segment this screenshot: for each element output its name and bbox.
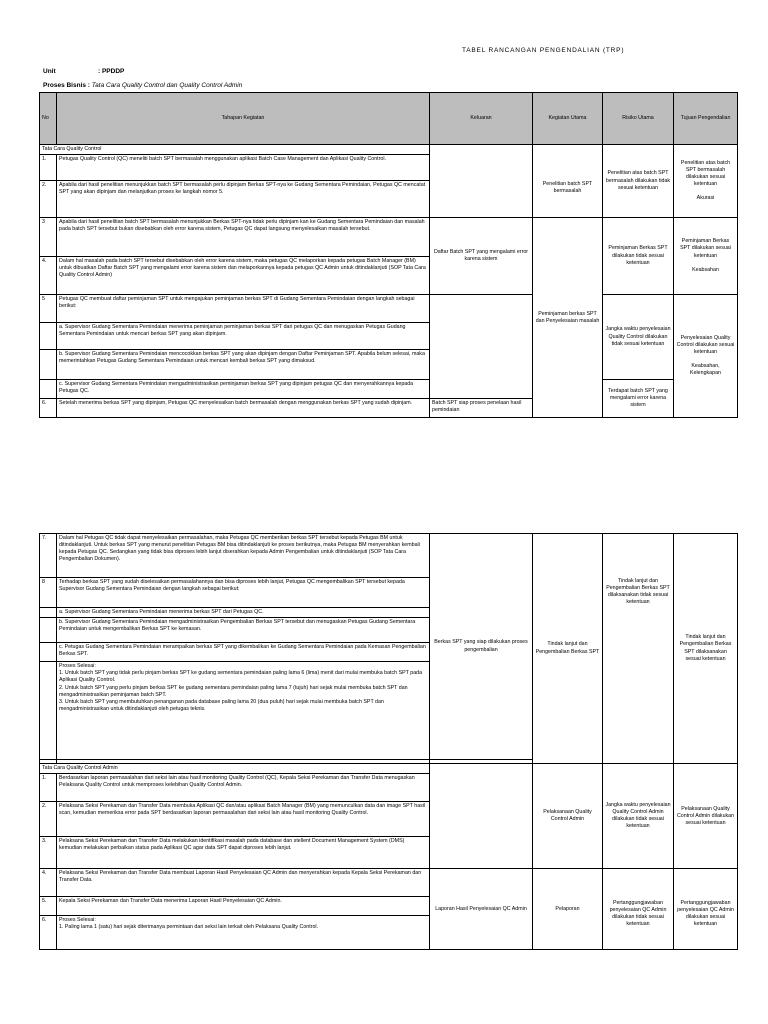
- empty-cell: [40, 618, 57, 643]
- section-title: Tata Cara Quality Control Admin: [40, 764, 430, 774]
- substep-letter: b.: [59, 351, 64, 358]
- risk-cell: [603, 295, 674, 380]
- goal-text: Penelitian atas batch SPT bermasalah dilakukan sesuai ketentuan: [680, 159, 731, 188]
- step-text: Supervisor Gudang Sementara Pemindaian menerima berkas SPT dari Petugas QC.: [64, 609, 264, 615]
- utama-text: Peminjaman berkas SPT dan Penyelesaian masalah: [535, 310, 600, 324]
- empty-cell: [40, 608, 57, 618]
- empty-cell: [430, 764, 533, 869]
- step-text: Supervisor Gudang Sementara Pemindaian mengadministrasikan peminjaman berkas SPT yang dipinjam petugas QC dan menyerahkannya kepada Petugas QC.: [59, 381, 414, 395]
- page-title: TABEL RANCANGAN PENGENDALIAN (TRP): [462, 47, 625, 54]
- goal-cell: [674, 869, 738, 950]
- goal-text: Peminjaman Berkas SPT dilakukan sesuai ketentuan: [680, 238, 731, 259]
- row-number: 7.: [40, 534, 57, 578]
- process-done: [57, 916, 430, 950]
- step-text: Supervisor Gudang Sementara Pemindaian menerima peminjaman peminjaman berkas SPT dari petugas QC dan menugaskan Petugas Gudang Sementara Pemindaian untuk mencari berkas SPT yang akan dipinjam.: [59, 324, 406, 338]
- done-item: 1. Untuk batch SPT yang tidak perlu pinjam berkas SPT ke gudang sementara pemindaian paling lama 6 (lima) menit dari mulai membuka batch SPT pada Aplikasi Quality Control.: [59, 670, 423, 684]
- step-text: Pelaksana Seksi Perekaman dan Transfer Data melakukan identifikasi masalah pada database dan stellent Document Management System (DMS) kemudian melakukan perbaikan status pada Aplikasi QC agar data SPT dapat diproses lebih lanjut.: [57, 837, 430, 869]
- control-table-bottom: [39, 533, 738, 950]
- empty-cell: [430, 145, 533, 218]
- row-number: 3: [40, 218, 57, 257]
- utama-cell: [533, 218, 603, 418]
- substep-row: [57, 608, 430, 618]
- step-text: Apabila dari hasil penelitian menunjukkan batch SPT bermasalah perlu dipinjam Berkas SPT-nya ke Gudang Sementara Pemindaian, Petugas QC mencatat SPT yang akan dipinjam dan melanjutkan proses ke langkah nomor 5.: [57, 181, 430, 218]
- risk-cell: [603, 764, 674, 869]
- done-title: Proses Selesai:: [59, 663, 96, 670]
- substep-letter: a.: [59, 609, 64, 615]
- output-text: Laporan Hasil Penyelesaian QC Admin: [435, 905, 527, 912]
- substep-letter: a.: [59, 324, 64, 331]
- risk-text: Tindak lanjut dan Pengembalian Berkas SPT dilaksanakan tidak sesuai ketentuan: [606, 578, 670, 606]
- risk-cell: [603, 869, 674, 950]
- row-number: 2.: [40, 802, 57, 837]
- goal-text: Pelaksanaan Quality Control Admin dilakukan sesuai ketentuan: [676, 805, 735, 826]
- goal-cell: [674, 534, 738, 764]
- empty-cell: [40, 323, 57, 350]
- utama-cell: [533, 764, 603, 869]
- done-item: 2. Untuk batch SPT yang perlu pinjam berkas SPT ke gudang sementara pemindaian paling lama 7 (tujuh) hari sejak mulai membuka batch SPT dan mengadministrasikan peminjaman batch SPT.: [59, 684, 408, 698]
- output-cell: [430, 534, 533, 760]
- step-text: Pelaksana Seksi Perekaman dan Transfer Data membuat Laporan Hasil Penyelesaian QC Admin dan menyerahkan kepada Kepala Seksi Perekaman dan Transfer Data.: [57, 869, 430, 897]
- row-number: 4.: [40, 869, 57, 897]
- step-text: Dalam hal masalah pada batch SPT tersebut disebabkan oleh error karena sistem, maka petugas QC melaporkan kepada petugas Batch Manager (BM) untuk dibuatkan Daftar Batch SPT yang mengalami error karena sistem dan melaporkannya kepada petugas QC Admin untuk ditindaklanjuti (SOP Tata Cara Quality Control Admin): [57, 257, 430, 295]
- step-text: Setelah menerima berkas SPT yang dipinjam, Petugas QC menyelesaikan batch bermasalah dengan menggunakan berkas SPT yang sudah dipinjam.: [57, 399, 430, 418]
- empty-cell: [40, 380, 57, 399]
- utama-text: Penelitian batch SPT bermasalah: [542, 181, 593, 195]
- step-text: Petugas QC membuat daftar peminjaman SPT untuk mengajukan peminjaman berkas SPT di Gudang Sementara Pemindaian dengan langkah sebagai berikut:: [57, 295, 430, 323]
- risk-text: Jangka waktu penyelesaian Quality Control Admin dilakukan tidak sesuai ketentuan: [605, 801, 671, 830]
- goal-text: Tindak lanjut dan Pengembalian Berkas SPT dilaksanakan sesuai ketentuan: [679, 634, 732, 662]
- done-title: Proses Selesai:: [59, 917, 96, 924]
- output-text: Berkas SPT yang siap dilakukan proses pengembalian: [434, 639, 528, 653]
- substep-letter: c.: [59, 381, 64, 388]
- row-number: 6.: [40, 399, 57, 418]
- section-title: Tata Cara Quality Control: [40, 145, 430, 155]
- row-number: 1.: [40, 155, 57, 181]
- step-text: Pelaksana Seksi Perekaman dan Transfer Data membuka Aplikasi QC dan/atau aplikasi Batch Manager (BM) yang memunculkan data dan image SPT hasil scan, kemudian memeriksa error pada SPT berdasarkan laporan permasalahan dari seksi lain atau hasil monitoring Quality Control.: [57, 802, 430, 837]
- substep-letter: c.: [59, 644, 64, 651]
- process-done: [57, 662, 430, 760]
- row-number: 4.: [40, 257, 57, 295]
- risk-text: Pertanggungjawaban penyelesaian QC Admin dilakukan tidak sesuai ketentuan: [609, 899, 667, 927]
- goal-category: Akurasi: [696, 195, 715, 202]
- substep-row: [57, 380, 430, 399]
- step-text: Apabila dari hasil penelitian batch SPT bermasalah menunjukkan Berkas SPT-nya tidak perlu dipinjam kan ke Gudang Sementara Pemindaian dan masalah pada batch SPT tersebut bukan disebabkan oleh error karena sistem, Petugas QC dapat langsung menyelesaikan masalah tersebut.: [57, 218, 430, 257]
- output-cell: [430, 399, 533, 418]
- col-no: No: [40, 93, 57, 145]
- unit-label: Unit: [43, 68, 56, 75]
- done-item: 1. Paling lama 1 (satu) hari sejak diterimanya permintaan dari seksi lain terkait oleh Pelaksana Quality Control.: [59, 924, 319, 931]
- goal-category: Keabsahan, Kelengkapan: [690, 363, 721, 377]
- row-number: 3.: [40, 837, 57, 869]
- utama-text: Pelaksanaan Quality Control Admin: [543, 809, 592, 823]
- row-number: 5: [40, 295, 57, 323]
- utama-text: Tindak lanjut dan Pengembalian Berkas SPT: [535, 641, 600, 655]
- row-number: 8: [40, 578, 57, 608]
- goal-text: Pertanggungjawaban penyelesaian QC Admin dilakukan sesuai ketentuan: [677, 899, 734, 927]
- col-keluaran: Keluaran: [430, 93, 533, 145]
- risk-cell: [603, 145, 674, 218]
- step-text: Supervisor Gudang Sementara Pemindaian mencocokkan berkas SPT yang akan dipinjam dengan Daftar Peminjaman SPT. Apabila belum selesai, maka memerintahkan Petugas Gudang Sementara Pemindaian untuk mencari kembali berkas SPT yang dimaksud.: [59, 351, 425, 365]
- step-text: Berdasarkan laporan permasalahan dari seksi lain atau hasil monitoring Quality Control (QC), Kepala Seksi Perekaman dan Transfer Data menugaskan Pelaksana Quality Control untuk memproses kelebihan Quality Control Admin.: [57, 774, 430, 802]
- risk-cell: [603, 218, 674, 295]
- step-text: Petugas Quality Control (QC) meneliti batch SPT bermasalah menggunakan aplikasi Batch Case Management dan Aplikasi Quality Control.: [57, 155, 430, 181]
- output-cell: [430, 869, 533, 950]
- output-text: Daftar Batch SPT yang mengalami error karena sistem: [433, 249, 529, 263]
- row-number: 2.: [40, 181, 57, 218]
- col-tujuan: Tujuan Pengendalian: [674, 93, 738, 145]
- risk-cell: [603, 380, 674, 418]
- step-text: Dalam hal Petugas QC tidak dapat menyelesaikan permasalahan, maka Petugas QC memberikan berkas SPT tersebut kepada Petugas BM untuk ditindaklanjuti. Untuk berkas SPT yang menurut penelitian Petugas BM bisa ditindaklanjuti ke proses berikutnya, maka Petugas BM menyerahkan kembali kepada Petugas QC. Sedangkan yang tidak bisa diproses lebih lanjut diserahkan kepada Admin Pengembalian untuk ditindaklanjuti (SOP Tata Cara Pengembalian Dokumen).: [57, 534, 430, 578]
- goal-cell: [674, 145, 738, 218]
- process-label: Proses Bisnis :: [43, 82, 90, 89]
- col-tahapan: Tahapan Kegiatan: [57, 93, 430, 145]
- process-value: Tata Cara Quality Control dan Quality Control Admin: [91, 82, 243, 89]
- empty-cell: [40, 643, 57, 662]
- goal-cell: [674, 295, 738, 418]
- goal-category: Keabsahan: [692, 266, 719, 273]
- utama-cell: [533, 534, 603, 764]
- risk-text: Terdapat batch SPT yang mengalami error karena sistem: [608, 387, 668, 409]
- substep-row: [57, 323, 430, 350]
- step-text: Petugas Gudang Sementara Pemindaian merampaikan berkas SPT yang dikembalikan ke Gudang Sementara Pemindaian pada Kemasan Pengembalian Berkas SPT.: [59, 644, 426, 658]
- risk-text: Peminjaman Berkas SPT dilakukan tidak sesuai ketentuan: [608, 245, 668, 266]
- substep-letter: b.: [59, 619, 64, 626]
- done-item: 3. Untuk batch SPT yang membutuhkan penanganan pada database paling lama 20 (dua puluh) hari sejak mulai membuka batch SPT dan mengadministrasikan untuk ditindaklanjuti oleh petugas teknis.: [59, 698, 384, 712]
- substep-row: [57, 350, 430, 380]
- control-table-top: [39, 92, 738, 418]
- substep-row: [57, 618, 430, 643]
- substep-row: [57, 643, 430, 662]
- unit-line: [43, 68, 124, 75]
- output-text: Batch SPT siap proses penelaan hasil pemindaian: [432, 400, 522, 414]
- empty-cell: [40, 662, 57, 760]
- step-text: Supervisor Gudang Sementara Pemindaian mengadministrasikan Pengembalian Berkas SPT tersebut dan menugaskan Petugas Gudang Sementara Pemindaian untuk mengembalikan Berkas SPT ke kemasan.: [59, 619, 416, 633]
- col-risiko: Risiko Utama: [603, 93, 674, 145]
- goal-cell: [674, 764, 738, 869]
- row-number: 5.: [40, 897, 57, 916]
- goal-text: Penyelesaian Quality Control dilakukan sesuai ketentuan: [676, 334, 735, 355]
- col-utama: Kegiatan Utama: [533, 93, 603, 145]
- risk-text: Penelitian atas batch SPT bermasalah dilakukan tidak sesuai ketentuan: [605, 170, 671, 191]
- unit-value: : PPDDP: [98, 68, 125, 75]
- risk-text: Jangka waktu penyelesaian Quality Control dilakukan tidak sesuai ketentuan: [605, 326, 671, 347]
- goal-cell: [674, 218, 738, 295]
- utama-cell: [533, 145, 603, 218]
- row-number: 1.: [40, 774, 57, 802]
- utama-text: Pelaporan: [555, 905, 580, 912]
- empty-cell: [40, 350, 57, 380]
- output-cell: [430, 218, 533, 295]
- process-line: [43, 82, 242, 89]
- utama-cell: [533, 869, 603, 950]
- step-text: Kepala Seksi Perekaman dan Transfer Data menerima Laporan Hasil Penyelesaian QC Admin.: [57, 897, 430, 916]
- step-text: Terhadap berkas SPT yang sudah diselesaikan permasalahannya dan bisa diproses lebih lanjut, Petugas QC mengembalikan SPT tersebut kepada Supervisor Gudang Sementara Pemindaian dengan langkah sebagai berikut:: [57, 578, 430, 608]
- empty-cell: [430, 295, 533, 399]
- row-number: 6.: [40, 916, 57, 950]
- risk-cell: [603, 534, 674, 764]
